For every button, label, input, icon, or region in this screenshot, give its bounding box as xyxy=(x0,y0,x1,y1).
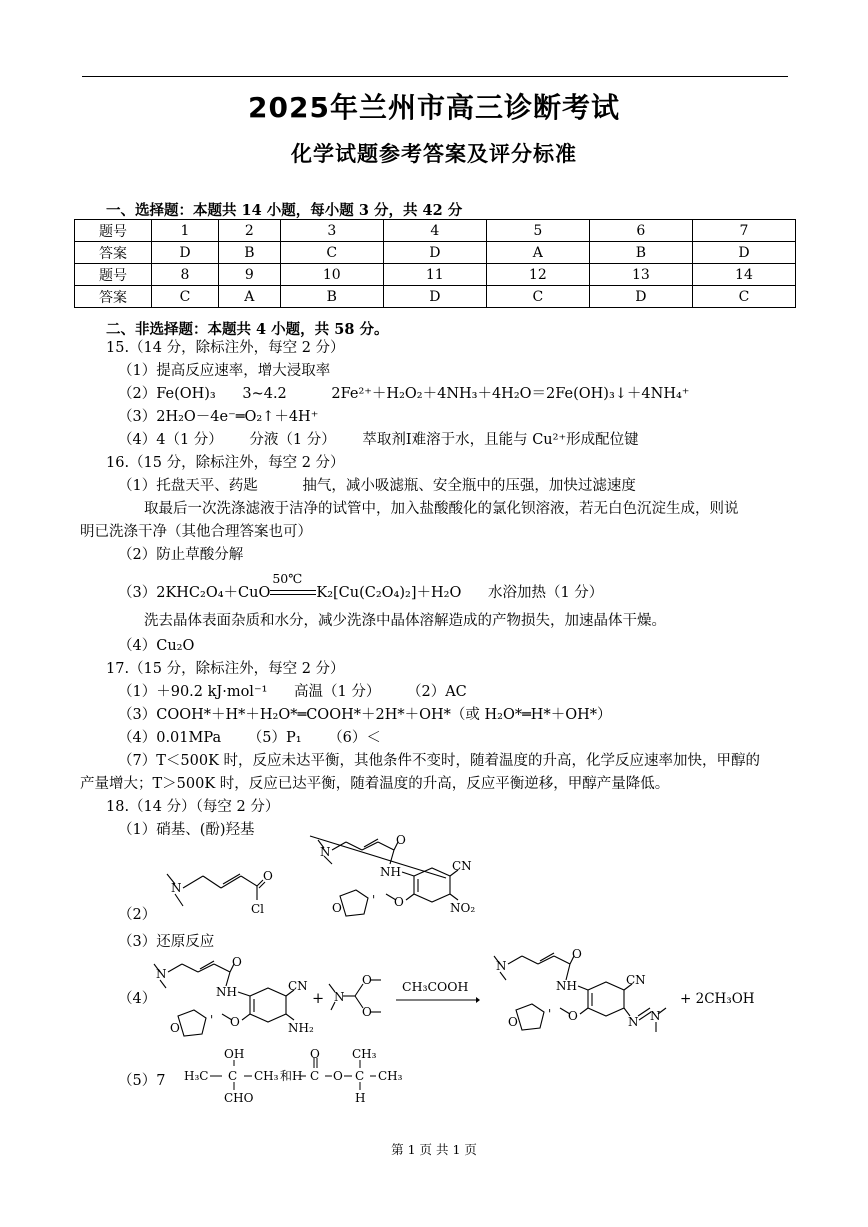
q17-answer-4 xyxy=(118,729,381,747)
atom-o: O xyxy=(332,901,342,915)
q15-answer-2c: 2Fe²⁺＋H₂O₂＋4NH₃＋4H₂O＝2Fe(OH)₃↓＋4NH₄⁺ xyxy=(331,386,690,402)
q18-answer-2-label: （2） xyxy=(118,907,157,923)
q16-answer-3-extra: 水浴加热（1 分） xyxy=(487,585,604,601)
atom-o: O xyxy=(568,1009,578,1023)
table-cell: 题号 xyxy=(75,264,152,286)
atom-oh: OH xyxy=(224,1047,245,1061)
q18-heading: 18.（14 分）（每空 2 分） xyxy=(106,799,280,815)
table-cell: 14 xyxy=(692,264,795,286)
atom-n: N xyxy=(171,881,182,895)
table-row xyxy=(75,220,796,242)
atom-nh: NH xyxy=(380,865,401,879)
table-cell: B xyxy=(218,242,280,264)
table-cell: D xyxy=(383,242,486,264)
q15-answer-1: （1）提高反应速率，增大浸取率 xyxy=(118,363,331,379)
table-cell: B xyxy=(280,286,383,308)
q17-answer-5: （5）P₁ xyxy=(247,730,302,746)
atom-cn: CN xyxy=(452,859,472,873)
q15-answer-3: （3）2H₂O－4e⁻═O₂↑＋4H⁺ xyxy=(118,409,319,425)
q18-answer-4-label: （4） xyxy=(118,991,157,1007)
q17-heading: 17.（15 分，除标注外，每空 2 分） xyxy=(106,661,345,677)
table-cell: 答案 xyxy=(75,242,152,264)
q16-answer-3-right: K₂[Cu(C₂O₄)₂]＋H₂O xyxy=(316,585,462,601)
table-cell: 3 xyxy=(280,220,383,242)
q15-answer-4 xyxy=(118,431,639,449)
stereo-mark: ' xyxy=(548,1007,552,1021)
plus-sign: + xyxy=(312,991,325,1007)
table-cell: C xyxy=(692,286,795,308)
table-cell: 11 xyxy=(383,264,486,286)
q15-answer-2b: 3~4.2 xyxy=(242,386,287,402)
atom-o: O xyxy=(333,1069,343,1083)
atom-n: N xyxy=(628,1015,639,1029)
atom-o: O xyxy=(362,973,372,987)
q17-answer-7b: 产量增大；T＞500K 时，反应已达平衡，随着温度的升高，反应平衡逆移，甲醇产量降低。 xyxy=(80,776,670,792)
q16-answer-2: （2）防止草酸分解 xyxy=(118,547,244,563)
table-cell: 4 xyxy=(383,220,486,242)
q17-answer-7a: （7）T＜500K 时，反应未达平衡，其他条件不变时，随着温度的升高，化学反应速率加快，甲醇的 xyxy=(118,753,761,769)
q15-answer-4a: （4）4（1 分） xyxy=(118,432,223,448)
q17-answer-2: （2）AC xyxy=(406,684,467,700)
table-row xyxy=(75,264,796,286)
q16-answer-4: （4）Cu₂O xyxy=(118,638,195,654)
page-footer: 第 1 页 共 1 页 xyxy=(391,1142,477,1157)
atom-n: N xyxy=(334,990,345,1004)
reaction-condition xyxy=(270,571,316,602)
top-rule xyxy=(82,76,788,77)
atom-o: O xyxy=(508,1015,518,1029)
section2-heading: 二、非选择题：本题共 4 小题，共 58 分。 xyxy=(106,321,389,338)
atom-n: N xyxy=(156,967,167,981)
q17-answer-1a: （1）＋90.2 kJ·mol⁻¹ xyxy=(118,684,268,700)
table-cell: C xyxy=(280,242,383,264)
q18-answer-3: （3）还原反应 xyxy=(118,934,215,950)
q17-answer-4a: （4）0.01MPa xyxy=(118,730,222,746)
atom-cn: CN xyxy=(626,973,646,987)
table-cell: A xyxy=(486,242,589,264)
atom-n: N xyxy=(320,845,331,859)
table-cell: C xyxy=(486,286,589,308)
atom-ch3: CH₃ xyxy=(254,1069,279,1083)
table-cell: 2 xyxy=(218,220,280,242)
table-cell: 12 xyxy=(486,264,589,286)
atom-n: N xyxy=(496,959,507,973)
section1-heading: 一、选择题：本题共 14 小题，每小题 3 分，共 42 分 xyxy=(106,202,463,219)
acyl-chloride-structure xyxy=(155,860,285,930)
q16-heading: 16.（15 分，除标注外，每空 2 分） xyxy=(106,455,345,471)
atom-c: C xyxy=(228,1069,238,1083)
q16-answer-3b: 洗去晶体表面杂质和水分，减少洗涤中晶体溶解造成的产物损失，加速晶体干燥。 xyxy=(144,613,666,629)
atom-o: O xyxy=(394,895,404,909)
q15-answer-2 xyxy=(118,385,689,403)
q17-answer-6: （6）＜ xyxy=(328,730,381,746)
atom-cho: CHO xyxy=(224,1091,254,1105)
q15-heading: 15.（14 分，除标注外，每空 2 分） xyxy=(106,340,345,356)
table-cell: 8 xyxy=(152,264,219,286)
atom-no2: NO₂ xyxy=(450,901,476,915)
nitro-amide-structure xyxy=(310,833,480,936)
q16-answer-1 xyxy=(118,477,636,495)
atom-nh: NH xyxy=(216,985,237,999)
atom-c: C xyxy=(310,1069,320,1083)
atom-cn: CN xyxy=(288,979,308,993)
atom-o: O xyxy=(263,869,273,883)
table-cell: 7 xyxy=(692,220,795,242)
product-amidine-structure xyxy=(488,947,678,1042)
q16-answer-1b: 抽气，减小吸滤瓶、安全瓶中的压强，加快过滤速度 xyxy=(302,478,636,494)
reaction-condition-text: 50℃ xyxy=(272,571,303,586)
atom-o: O xyxy=(232,955,242,969)
table-cell: B xyxy=(589,242,692,264)
stereo-mark: ' xyxy=(372,893,376,907)
q18-answer-1: （1）硝基、(酚)羟基 xyxy=(118,822,255,838)
dmf-dma-structure xyxy=(325,972,395,1022)
atom-o: O xyxy=(310,1047,320,1061)
answer-table xyxy=(74,219,796,308)
table-cell: D xyxy=(589,286,692,308)
byproduct: + 2CH₃OH xyxy=(680,991,755,1007)
q15-answer-2a: （2）Fe(OH)₃ xyxy=(118,386,216,402)
table-cell: 13 xyxy=(589,264,692,286)
reaction-arrow xyxy=(396,996,480,1004)
atom-ch3: CH₃ xyxy=(352,1047,377,1061)
atom-ch3: CH₃ xyxy=(378,1069,403,1083)
q15-answer-4c: 萃取剂Ⅰ难溶于水，且能与 Cu²⁺形成配位键 xyxy=(362,432,639,448)
q16-answer-3-left: （3）2KHC₂O₄＋CuO xyxy=(118,585,271,601)
q17-answer-3: （3）COOH*＋H*＋H₂O*═COOH*＋2H*＋OH*（或 H₂O*═H*＋OH*） xyxy=(118,707,612,723)
q16-answer-3 xyxy=(118,571,604,602)
atom-o: O xyxy=(362,1005,372,1019)
table-cell: A xyxy=(218,286,280,308)
q16-answer-1a: （1）托盘天平、药匙 xyxy=(118,478,258,494)
table-cell: D xyxy=(383,286,486,308)
table-row xyxy=(75,286,796,308)
table-cell: C xyxy=(152,286,219,308)
atom-h: H xyxy=(292,1069,303,1083)
table-cell: 9 xyxy=(218,264,280,286)
atom-o: O xyxy=(230,1015,240,1029)
table-cell: 10 xyxy=(280,264,383,286)
page-title: 2025年兰州市高三诊断考试 xyxy=(248,91,620,124)
atom-h: H xyxy=(355,1091,366,1105)
table-cell: 答案 xyxy=(75,286,152,308)
table-cell: 1 xyxy=(152,220,219,242)
q16-answer-1d: 明已洗涤干净（其他合理答案也可） xyxy=(80,524,312,540)
atom-o: O xyxy=(170,1021,180,1035)
q18-answer-5: （5）7 xyxy=(118,1073,166,1089)
reaction-reagent: CH₃COOH xyxy=(402,979,469,994)
q17-answer-1 xyxy=(118,683,467,701)
table-cell: D xyxy=(692,242,795,264)
q15-answer-4b: 分液（1 分） xyxy=(249,432,336,448)
isomer-and: 和 xyxy=(280,1069,293,1083)
atom-n: N xyxy=(650,1009,661,1023)
table-cell: 6 xyxy=(589,220,692,242)
atom-h3c: H₃C xyxy=(184,1069,209,1083)
table-row xyxy=(75,242,796,264)
table-cell: D xyxy=(152,242,219,264)
atom-o: O xyxy=(396,833,406,847)
stereo-mark: ' xyxy=(210,1013,214,1027)
atom-c: C xyxy=(355,1069,365,1083)
atom-o: O xyxy=(572,947,582,961)
atom-nh: NH xyxy=(556,979,577,993)
table-cell: 题号 xyxy=(75,220,152,242)
isomer-structures xyxy=(182,1046,412,1110)
atom-cl: Cl xyxy=(251,902,265,916)
table-cell: 5 xyxy=(486,220,589,242)
page-subtitle: 化学试题参考答案及评分标准 xyxy=(291,142,577,166)
q16-answer-1c: 取最后一次洗涤滤液于洁净的试管中，加入盐酸酸化的氯化钡溶液，若无白色沉淀生成，则说 xyxy=(144,501,739,517)
reactant-amine-structure xyxy=(148,955,318,1040)
double-equals-sign xyxy=(270,590,316,595)
q17-answer-1b: 高温（1 分） xyxy=(294,684,381,700)
atom-nh2: NH₂ xyxy=(288,1021,314,1035)
